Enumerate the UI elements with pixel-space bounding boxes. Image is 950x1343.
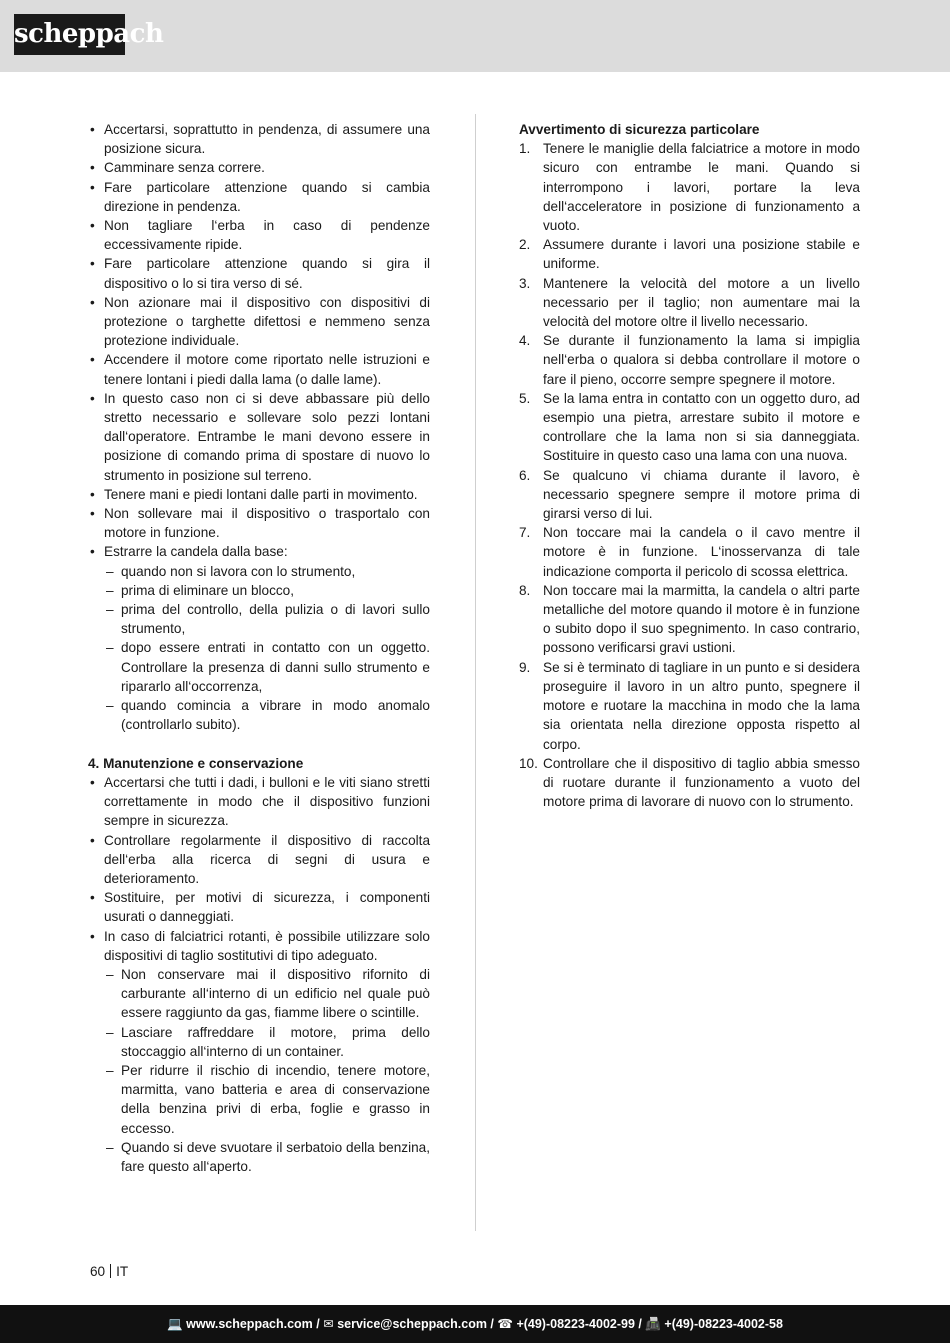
page-number-separator [110, 1264, 111, 1278]
list-item [519, 523, 860, 581]
safety-numbered-list [519, 139, 860, 811]
contact-separator: / [634, 1317, 646, 1331]
computer-icon: 💻 [167, 1317, 183, 1331]
list-item: – prima di eliminare un blocco, [88, 581, 430, 600]
page-number-value: 60 [90, 1264, 106, 1279]
list-item: • In questo caso non ci si deve abbassare più dello stretto necessario e sollevare solo pezzi lontani dall‘operatore. Entrambe le mani devono essere in posizione di comando prima di spostare di nuovo lo strumento in posizione sul terreno. [88, 389, 430, 485]
item-text: Se qualcuno vi chiama durante il lavoro, è necessario spegnere sempre il motore prima di girarsi verso di lui. [543, 467, 860, 522]
storage-dash-list [88, 965, 430, 1176]
item-text: Non toccare mai la candela o il cavo mentre il motore è in funzione. L‘inosservanza di tale indicazione comporta il pericolo di scossa elettrica. [543, 525, 860, 579]
list-item: – Per ridurre il rischio di incendio, tenere motore, marmitta, vano batteria e area di conservazione della benzina privi di erba, foglie e grasso in eccesso. [88, 1061, 430, 1138]
item-text: Mantenere la velocità del motore a un livello necessario per il taglio; non aumentare mai la velocità del motore oltre il livello necessario. [543, 275, 860, 330]
item-text: Tenere le maniglie della falciatrice a motore in modo sicuro con entrambe le mani. Quando si interrompono i lavori, portare la leva dell‘acceleratore in posizione di funzionamento a vuoto. [543, 141, 860, 234]
page-header [0, 0, 950, 72]
list-item [519, 235, 860, 273]
list-item: • Accertarsi che tutti i dadi, i bulloni e le viti siano stretti correttamente in modo che il dispositivo funzioni sempre in sicurezza. [88, 773, 430, 831]
list-item [519, 389, 860, 466]
list-item: – Non conservare mai il dispositivo rifornito di carburante all‘interno di un edificio nel quale può essere raggiunto da gas, fiamme libere o scintille. [88, 965, 430, 1023]
maintenance-bullet-list [88, 773, 430, 965]
list-item: • Tenere mani e piedi lontani dalle parti in movimento. [88, 485, 430, 504]
contact-separator: / [312, 1317, 324, 1331]
list-item [519, 658, 860, 754]
item-text: Assumere durante i lavori una posizione stabile e uniforme. [543, 237, 860, 272]
page-number [90, 1264, 128, 1279]
contact-separator: / [486, 1317, 498, 1331]
fax-number: +(49)-08223-4002-58 [664, 1317, 783, 1331]
list-item: • Estrarre la candela dalla base: [88, 542, 430, 561]
list-item: – Quando si deve svuotare il serbatoio della benzina, fare questo all‘aperto. [88, 1138, 430, 1176]
list-item: • Non azionare mai il dispositivo con dispositivi di protezione o targhette difettosi e nemmeno senza protezione individuale. [88, 293, 430, 351]
contact-bar [0, 1305, 950, 1343]
list-item: • Sostituire, per motivi di sicurezza, i componenti usurati o danneggiati. [88, 888, 430, 926]
list-item: • Accendere il motore come riportato nelle istruzioni e tenere lontani i piedi dalla lama (o dalle lame). [88, 350, 430, 388]
list-item: – dopo essere entrati in contatto con un oggetto. Controllare la presenza di danni sullo strumento e ripararlo all‘occorrenza, [88, 638, 430, 696]
list-item: • Non sollevare mai il dispositivo o trasportalo con motore in funzione. [88, 504, 430, 542]
phone-icon: ☎ [497, 1317, 513, 1331]
section-heading: Avvertimento di sicurezza particolare [519, 122, 760, 137]
item-number: 10. [519, 755, 538, 771]
item-number: 7. [519, 525, 531, 541]
list-item: – quando comincia a vibrare in modo anomalo (controllarlo subito). [88, 696, 430, 734]
list-item [519, 274, 860, 332]
list-item [519, 331, 860, 389]
list-item [519, 466, 860, 524]
list-item: • In caso di falciatrici rotanti, è possibile utilizzare solo dispositivi di taglio sostitutivi di tipo adeguato. [88, 927, 430, 965]
list-item: • Accertarsi, soprattutto in pendenza, di assumere una posizione sicura. [88, 120, 430, 158]
item-text: Non toccare mai la marmitta, la candela o altri parte metalliche del motore quando il motore è in funzione o subito dopo il suo spegnimento. In caso contrario, possono verificarsi gravi ustioni. [543, 582, 860, 656]
list-item [519, 754, 860, 812]
item-text: Se si è terminato di tagliare in un punto e si desidera proseguire il lavoro in un altro punto, spegnere il motore e ruotare la macchina in modo che la lama sia orientata nella direzione opposta rispetto al corpo. [543, 659, 860, 752]
scheppach-logo: scheppach [14, 14, 125, 55]
list-item: • Fare particolare attenzione quando si gira il dispositivo o lo si tira verso di sé. [88, 254, 430, 292]
item-number: 6. [519, 467, 531, 483]
item-text: Se durante il funzionamento la lama si impiglia nell‘erba o qualora si debba controllare il motore o fare il pieno, occorre sempre spegnere il motore. [543, 333, 860, 387]
fax-icon: 📠 [645, 1317, 661, 1331]
item-number: 9. [519, 659, 531, 675]
email-link[interactable]: service@scheppach.com [337, 1317, 487, 1331]
item-text: Se la lama entra in contatto con un oggetto duro, ad esempio una pietra, arrestare subito il motore e controllare che la lama non si sia danneggiata. Sostituire in questo caso una lama con una nuova. [543, 390, 860, 464]
item-number: 5. [519, 390, 531, 406]
list-item: – quando non si lavora con lo strumento, [88, 562, 430, 581]
column-divider [475, 114, 476, 1231]
safety-bullet-list [88, 120, 430, 562]
right-column [519, 120, 860, 811]
list-item: • Non tagliare l‘erba in caso di pendenze eccessivamente ripide. [88, 216, 430, 254]
list-item [519, 139, 860, 235]
phone-number[interactable]: +(49)-08223-4002-99 [516, 1317, 635, 1331]
list-item: • Camminare senza correre. [88, 158, 430, 177]
list-item: – prima del controllo, della pulizia o di lavori sullo strumento, [88, 600, 430, 638]
list-item [519, 581, 860, 658]
list-item: – Lasciare raffreddare il motore, prima dello stoccaggio all‘interno di un container. [88, 1023, 430, 1061]
item-number: 4. [519, 333, 531, 349]
spark-plug-dash-list [88, 562, 430, 735]
website-link[interactable]: www.scheppach.com [186, 1317, 313, 1331]
language-code: IT [116, 1264, 129, 1279]
item-number: 2. [519, 237, 531, 253]
item-number: 8. [519, 582, 531, 598]
item-text: Controllare che il dispositivo di taglio abbia smesso di ruotare durante il funzionamento a vuoto del motore prima di lavorare di nuovo con lo strumento. [543, 755, 860, 810]
email-icon: ✉ [323, 1317, 334, 1331]
item-number: 1. [519, 141, 531, 157]
list-item: • Fare particolare attenzione quando si cambia direzione in pendenza. [88, 178, 430, 216]
list-item: • Controllare regolarmente il dispositivo di raccolta dell‘erba alla ricerca di segni di usura e deterioramento. [88, 831, 430, 889]
left-column [88, 120, 430, 1176]
section-heading: 4. Manutenzione e conservazione [88, 755, 304, 771]
item-number: 3. [519, 275, 531, 291]
